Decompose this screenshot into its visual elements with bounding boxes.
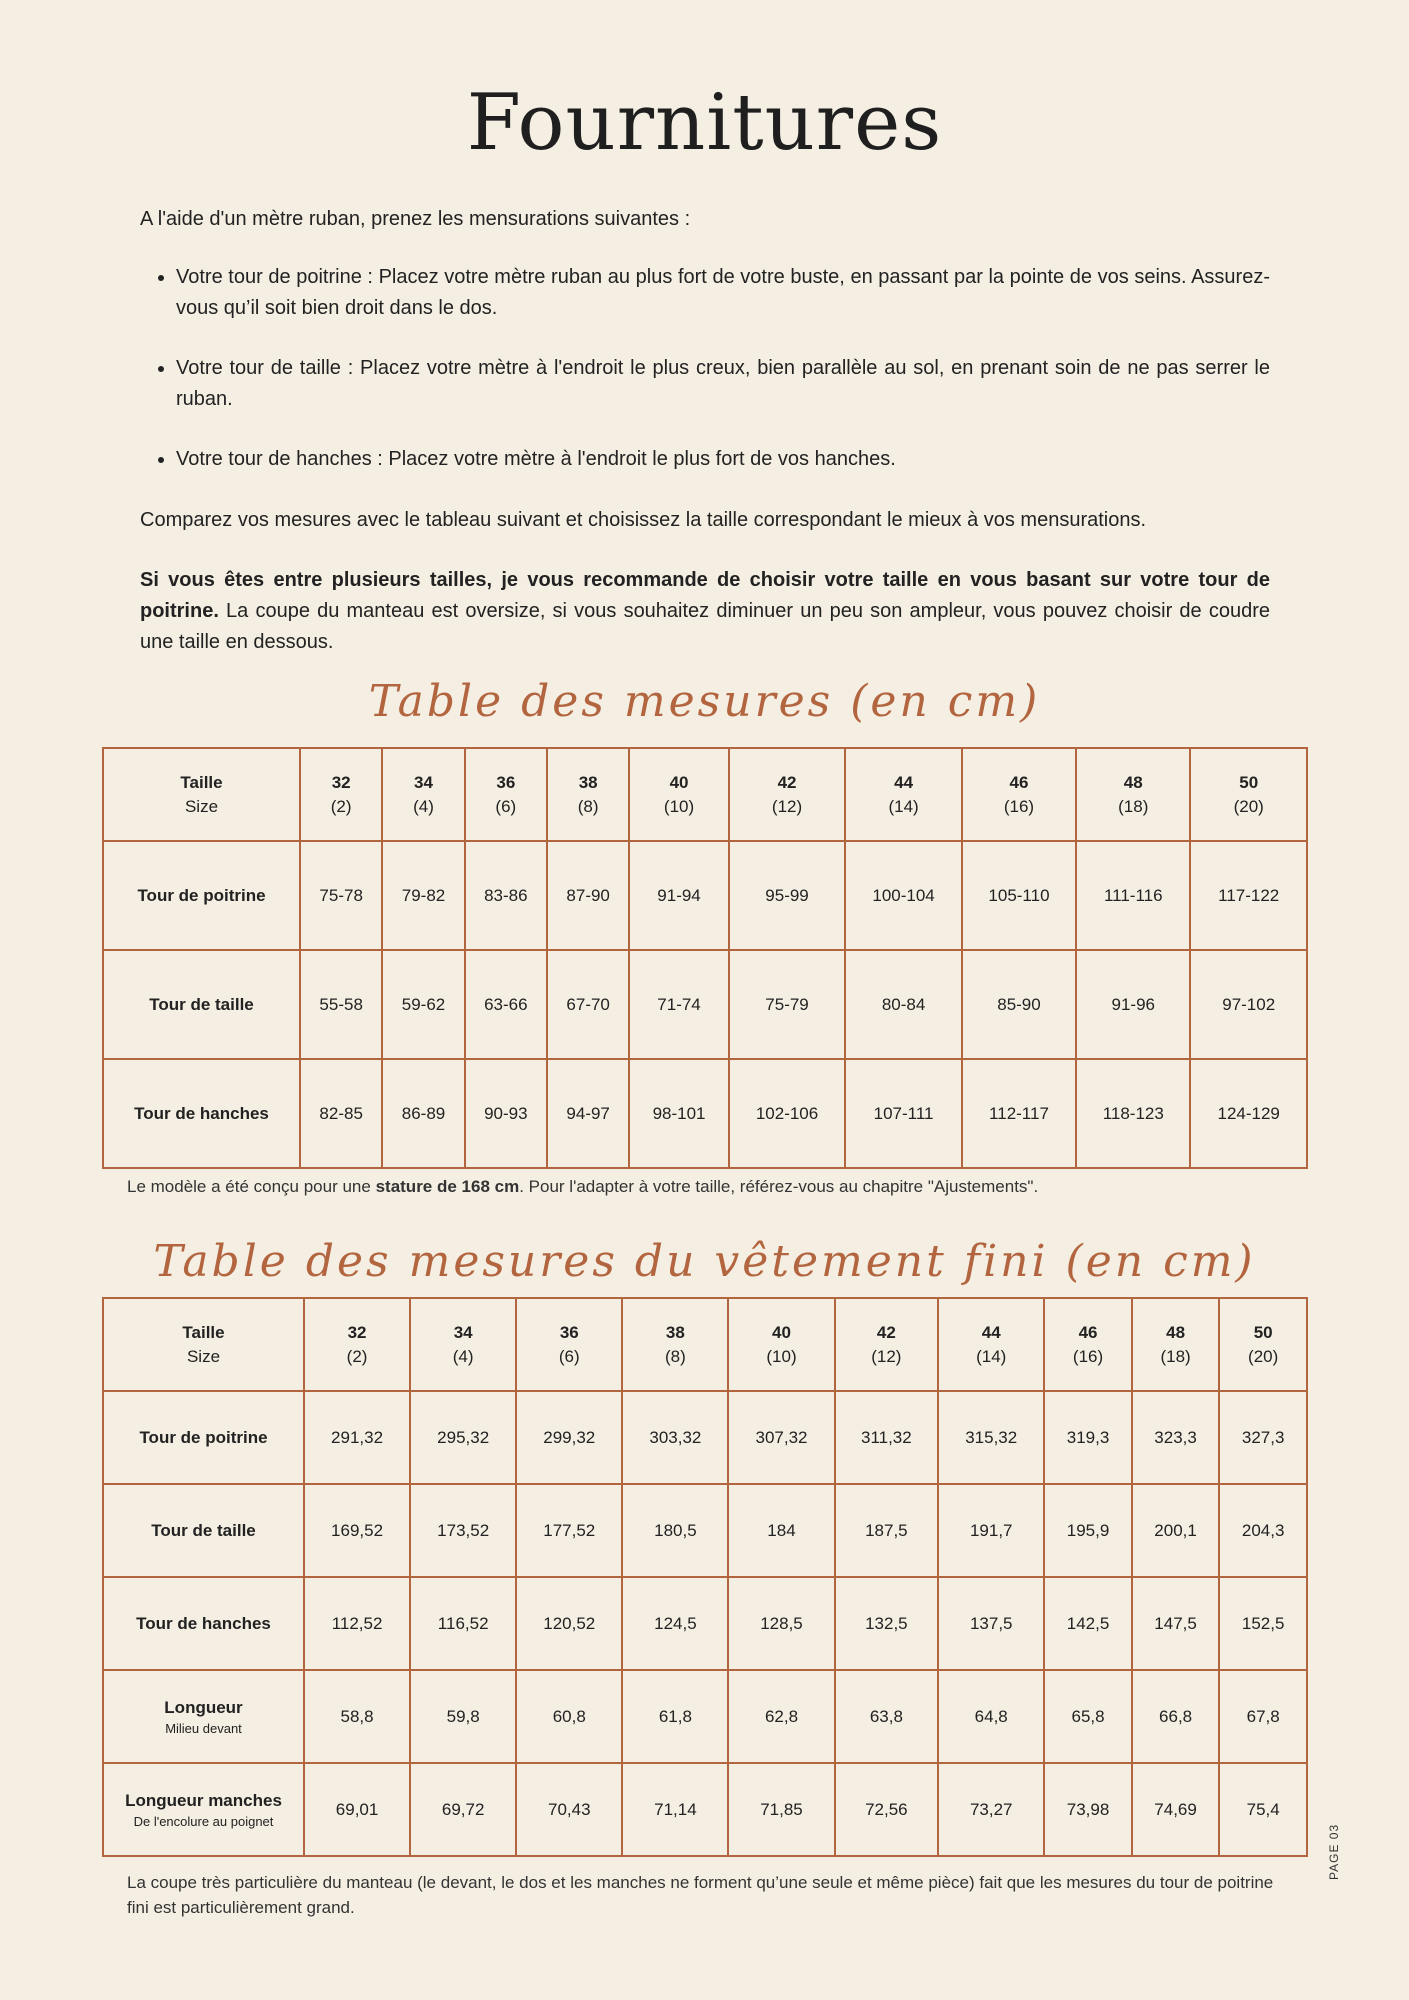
- size-us: (18): [1118, 796, 1149, 816]
- table-cell: 191,7: [938, 1484, 1044, 1577]
- table-cell: 98-101: [629, 1059, 728, 1168]
- table-cell: 299,32: [516, 1391, 622, 1484]
- size-column-header: [622, 1298, 728, 1391]
- size-column-header: [547, 748, 629, 841]
- row-label: Tour de taille: [151, 1520, 256, 1540]
- size-fr: 32: [331, 772, 351, 792]
- table-cell: 65,8: [1044, 1670, 1132, 1763]
- size-us: (6): [495, 796, 517, 816]
- size-us: (18): [1160, 1346, 1191, 1366]
- table-cell: 187,5: [835, 1484, 939, 1577]
- size-fr: 48: [1166, 1322, 1186, 1342]
- table-cell: 71-74: [629, 950, 728, 1059]
- size-fr: 34: [453, 1322, 473, 1342]
- table-cell: 75-78: [300, 841, 382, 950]
- row-label-cell: [103, 950, 300, 1059]
- size-us: (20): [1233, 796, 1264, 816]
- size-column-header: [845, 748, 962, 841]
- table-cell: 195,9: [1044, 1484, 1132, 1577]
- recommendation-bold: Si vous êtes entre plusieurs tailles, je vous recommande de choisir votre taille en vous basant sur votre tour de poitrine.: [140, 569, 1270, 622]
- list-item: • Votre tour de taille : Placez votre mètre à l'endroit le plus creux, bien parallèle au sol, en prenant soin de ne pas serrer le ruban.: [176, 353, 1270, 415]
- row-label: Tour de taille: [149, 994, 254, 1014]
- size-column-header: [1219, 1298, 1307, 1391]
- table-cell: 71,14: [622, 1763, 728, 1856]
- page-number: PAGE 03: [1327, 1823, 1341, 1880]
- size-us: (12): [871, 1346, 902, 1366]
- size-column-header: [516, 1298, 622, 1391]
- size-us: (12): [771, 796, 803, 816]
- size-column-header: [382, 748, 464, 841]
- table-cell: 180,5: [622, 1484, 728, 1577]
- row-sublabel: Milieu devant: [165, 1720, 242, 1736]
- table-cell: 94-97: [547, 1059, 629, 1168]
- size-column-header: [629, 748, 728, 841]
- table-cell: 142,5: [1044, 1577, 1132, 1670]
- table-cell: 62,8: [728, 1670, 834, 1763]
- table-cell: 116,52: [410, 1577, 516, 1670]
- table-cell: 100-104: [845, 841, 962, 950]
- size-column-header: [729, 748, 846, 841]
- table-cell: 91-94: [629, 841, 728, 950]
- row-label-cell: [103, 1391, 304, 1484]
- table-cell: 105-110: [962, 841, 1076, 950]
- finished-garment-table: [102, 1297, 1308, 1857]
- size-column-header: [835, 1298, 939, 1391]
- table-cell: 124-129: [1190, 1059, 1307, 1168]
- size-fr: 46: [1009, 772, 1029, 792]
- finished-garment-note: La coupe très particulière du manteau (le devant, le dos et les manches ne forment qu’une seule et même pièce) fait que les mesures du tour de poitrine fini est particulièrement grand.: [127, 1873, 1274, 1917]
- table-cell: 79-82: [382, 841, 464, 950]
- table-cell: 69,01: [304, 1763, 410, 1856]
- size-fr: 32: [347, 1322, 367, 1342]
- recommendation-rest: La coupe du manteau est oversize, si vous souhaitez diminuer un peu son ampleur, vous pouvez choisir de coudre une taille en dessous.: [140, 600, 1270, 653]
- table-cell: 69,72: [410, 1763, 516, 1856]
- size-column-header: [1044, 1298, 1132, 1391]
- size-us: (4): [452, 1346, 474, 1366]
- size-us: (2): [330, 796, 352, 816]
- size-us: (10): [766, 1346, 797, 1366]
- size-column-header: [465, 748, 547, 841]
- size-column-header: [1076, 748, 1190, 841]
- table-cell: 74,69: [1132, 1763, 1220, 1856]
- size-column-header: [1132, 1298, 1220, 1391]
- table-cell: 67-70: [547, 950, 629, 1059]
- size-column-header: [962, 748, 1076, 841]
- table-cell: 82-85: [300, 1059, 382, 1168]
- table-cell: 291,32: [304, 1391, 410, 1484]
- size-us: (8): [664, 1346, 686, 1366]
- measurement-instructions: [140, 262, 1270, 504]
- table-cell: 85-90: [962, 950, 1076, 1059]
- compare-text: Comparez vos mesures avec le tableau suivant et choisissez la taille correspondant le mieux à vos mensurations.: [140, 509, 1147, 531]
- table-cell: 63,8: [835, 1670, 939, 1763]
- size-table-title: Table des mesures (en cm): [368, 676, 1041, 727]
- table-cell: 107-111: [845, 1059, 962, 1168]
- table-cell: 152,5: [1219, 1577, 1307, 1670]
- table-cell: 118-123: [1076, 1059, 1190, 1168]
- table-cell: 327,3: [1219, 1391, 1307, 1484]
- table-header-row: [103, 748, 1307, 841]
- recommendation-text: [140, 565, 1270, 658]
- table-cell: 169,52: [304, 1484, 410, 1577]
- size-us: (6): [558, 1346, 580, 1366]
- table-cell: 59-62: [382, 950, 464, 1059]
- table-row: [103, 1059, 1307, 1168]
- table-cell: 204,3: [1219, 1484, 1307, 1577]
- table-cell: 184: [728, 1484, 834, 1577]
- table-cell: 67,8: [1219, 1670, 1307, 1763]
- row-label: Tour de poitrine: [139, 1427, 268, 1447]
- table-cell: 111-116: [1076, 841, 1190, 950]
- row-label: Tour de poitrine: [137, 885, 266, 905]
- table-cell: 124,5: [622, 1577, 728, 1670]
- size-fr: 48: [1123, 772, 1143, 792]
- table-cell: 70,43: [516, 1763, 622, 1856]
- table-row: [103, 1670, 1307, 1763]
- finished-garment-table-title: Table des mesures du vêtement fini (en cm): [153, 1236, 1256, 1287]
- table-cell: 173,52: [410, 1484, 516, 1577]
- table-cell: 295,32: [410, 1391, 516, 1484]
- row-label-cell: [103, 1484, 304, 1577]
- table-row: [103, 1577, 1307, 1670]
- table-cell: 59,8: [410, 1670, 516, 1763]
- size-fr: 50: [1239, 772, 1259, 792]
- size-fr: 40: [772, 1322, 791, 1342]
- size-fr: 44: [894, 772, 914, 792]
- row-label-cell: [103, 841, 300, 950]
- size-us: (2): [346, 1346, 368, 1366]
- row-label: Tour de hanches: [134, 1103, 269, 1123]
- row-label-cell: [103, 1577, 304, 1670]
- size-header-sub: Size: [184, 796, 219, 816]
- stature-note: [127, 1174, 1277, 1199]
- table-cell: 200,1: [1132, 1484, 1220, 1577]
- table-row: [103, 1391, 1307, 1484]
- table-cell: 63-66: [465, 950, 547, 1059]
- table-cell: 64,8: [938, 1670, 1044, 1763]
- size-fr: 50: [1253, 1322, 1273, 1342]
- note-text: Le modèle a été conçu pour une: [127, 1177, 376, 1196]
- table-cell: 90-93: [465, 1059, 547, 1168]
- size-us: (8): [577, 796, 599, 816]
- size-us: (16): [1003, 796, 1035, 816]
- table-cell: 112-117: [962, 1059, 1076, 1168]
- table-cell: 97-102: [1190, 950, 1307, 1059]
- table-cell: 95-99: [729, 841, 846, 950]
- size-header-label: Taille: [182, 1322, 225, 1342]
- table-cell: 323,3: [1132, 1391, 1220, 1484]
- table-cell: 75,4: [1219, 1763, 1307, 1856]
- note-text: . Pour l'adapter à votre taille, référez-vous au chapitre "Ajustements".: [519, 1177, 1039, 1196]
- table-cell: 60,8: [516, 1670, 622, 1763]
- size-us: (14): [888, 796, 919, 816]
- table-row: [103, 841, 1307, 950]
- size-header-label: Taille: [180, 772, 223, 792]
- size-us: (16): [1072, 1346, 1104, 1366]
- table-row: [103, 950, 1307, 1059]
- note-bold: stature de 168 cm: [375, 1177, 520, 1196]
- page-title: Fournitures: [466, 78, 943, 168]
- table-cell: 73,27: [938, 1763, 1044, 1856]
- table-cell: 73,98: [1044, 1763, 1132, 1856]
- table-cell: 61,8: [622, 1670, 728, 1763]
- table-row: [103, 1484, 1307, 1577]
- table-cell: 303,32: [622, 1391, 728, 1484]
- table-cell: 75-79: [729, 950, 846, 1059]
- row-sublabel: De l'encolure au poignet: [133, 1813, 274, 1829]
- body-measurements-table: [102, 747, 1308, 1169]
- table-cell: 55-58: [300, 950, 382, 1059]
- table-cell: 319,3: [1044, 1391, 1132, 1484]
- table-cell: 83-86: [465, 841, 547, 950]
- row-label: Longueur manches: [125, 1790, 282, 1810]
- size-us: (14): [976, 1346, 1007, 1366]
- size-header-sub: Size: [186, 1346, 221, 1366]
- size-us: (20): [1248, 1346, 1279, 1366]
- table-cell: 128,5: [728, 1577, 834, 1670]
- size-fr: 34: [414, 772, 433, 792]
- size-column-header: [304, 1298, 410, 1391]
- size-column-header: [728, 1298, 834, 1391]
- size-fr: 42: [876, 1322, 896, 1342]
- size-column-header: [410, 1298, 516, 1391]
- size-fr: 36: [496, 772, 516, 792]
- intro-text: A l'aide d'un mètre ruban, prenez les mensurations suivantes :: [140, 208, 691, 230]
- size-fr: 36: [559, 1322, 579, 1342]
- table-cell: 137,5: [938, 1577, 1044, 1670]
- table-cell: 58,8: [304, 1670, 410, 1763]
- table-cell: 147,5: [1132, 1577, 1220, 1670]
- size-fr: 44: [981, 1322, 1001, 1342]
- table-row: [103, 1763, 1307, 1856]
- size-column-header: [1190, 748, 1307, 841]
- table-cell: 80-84: [845, 950, 962, 1059]
- table-cell: 86-89: [382, 1059, 464, 1168]
- table-cell: 72,56: [835, 1763, 939, 1856]
- table-cell: 311,32: [835, 1391, 939, 1484]
- size-us: (10): [663, 796, 695, 816]
- row-label: Tour de hanches: [136, 1613, 271, 1633]
- table-cell: 112,52: [304, 1577, 410, 1670]
- size-fr: 42: [777, 772, 797, 792]
- table-cell: 307,32: [728, 1391, 834, 1484]
- size-fr: 38: [578, 772, 598, 792]
- table-cell: 71,85: [728, 1763, 834, 1856]
- size-fr: 40: [669, 772, 689, 792]
- list-item: • Votre tour de poitrine : Placez votre mètre ruban au plus fort de votre buste, en passant par la pointe de vos seins. Assurez-vous qu’il soit bien droit dans le dos.: [176, 262, 1270, 324]
- size-fr: 38: [665, 1322, 685, 1342]
- table-cell: 117-122: [1190, 841, 1307, 950]
- table-cell: 177,52: [516, 1484, 622, 1577]
- size-header-cell: [103, 1298, 304, 1391]
- size-fr: 46: [1078, 1322, 1098, 1342]
- size-column-header: [938, 1298, 1044, 1391]
- table-header-row: [103, 1298, 1307, 1391]
- row-label: Longueur: [164, 1697, 243, 1717]
- size-header-cell: [103, 748, 300, 841]
- table-cell: 66,8: [1132, 1670, 1220, 1763]
- list-item: • Votre tour de hanches : Placez votre mètre à l'endroit le plus fort de vos hanches.: [176, 444, 1270, 475]
- table-cell: 315,32: [938, 1391, 1044, 1484]
- row-label-cell: [103, 1670, 304, 1763]
- row-label-cell: [103, 1059, 300, 1168]
- table-cell: 102-106: [729, 1059, 846, 1168]
- size-column-header: [300, 748, 382, 841]
- row-label-cell: [103, 1763, 304, 1856]
- table-cell: 132,5: [835, 1577, 939, 1670]
- table-cell: 120,52: [516, 1577, 622, 1670]
- table-cell: 91-96: [1076, 950, 1190, 1059]
- size-us: (4): [413, 796, 434, 816]
- table-cell: 87-90: [547, 841, 629, 950]
